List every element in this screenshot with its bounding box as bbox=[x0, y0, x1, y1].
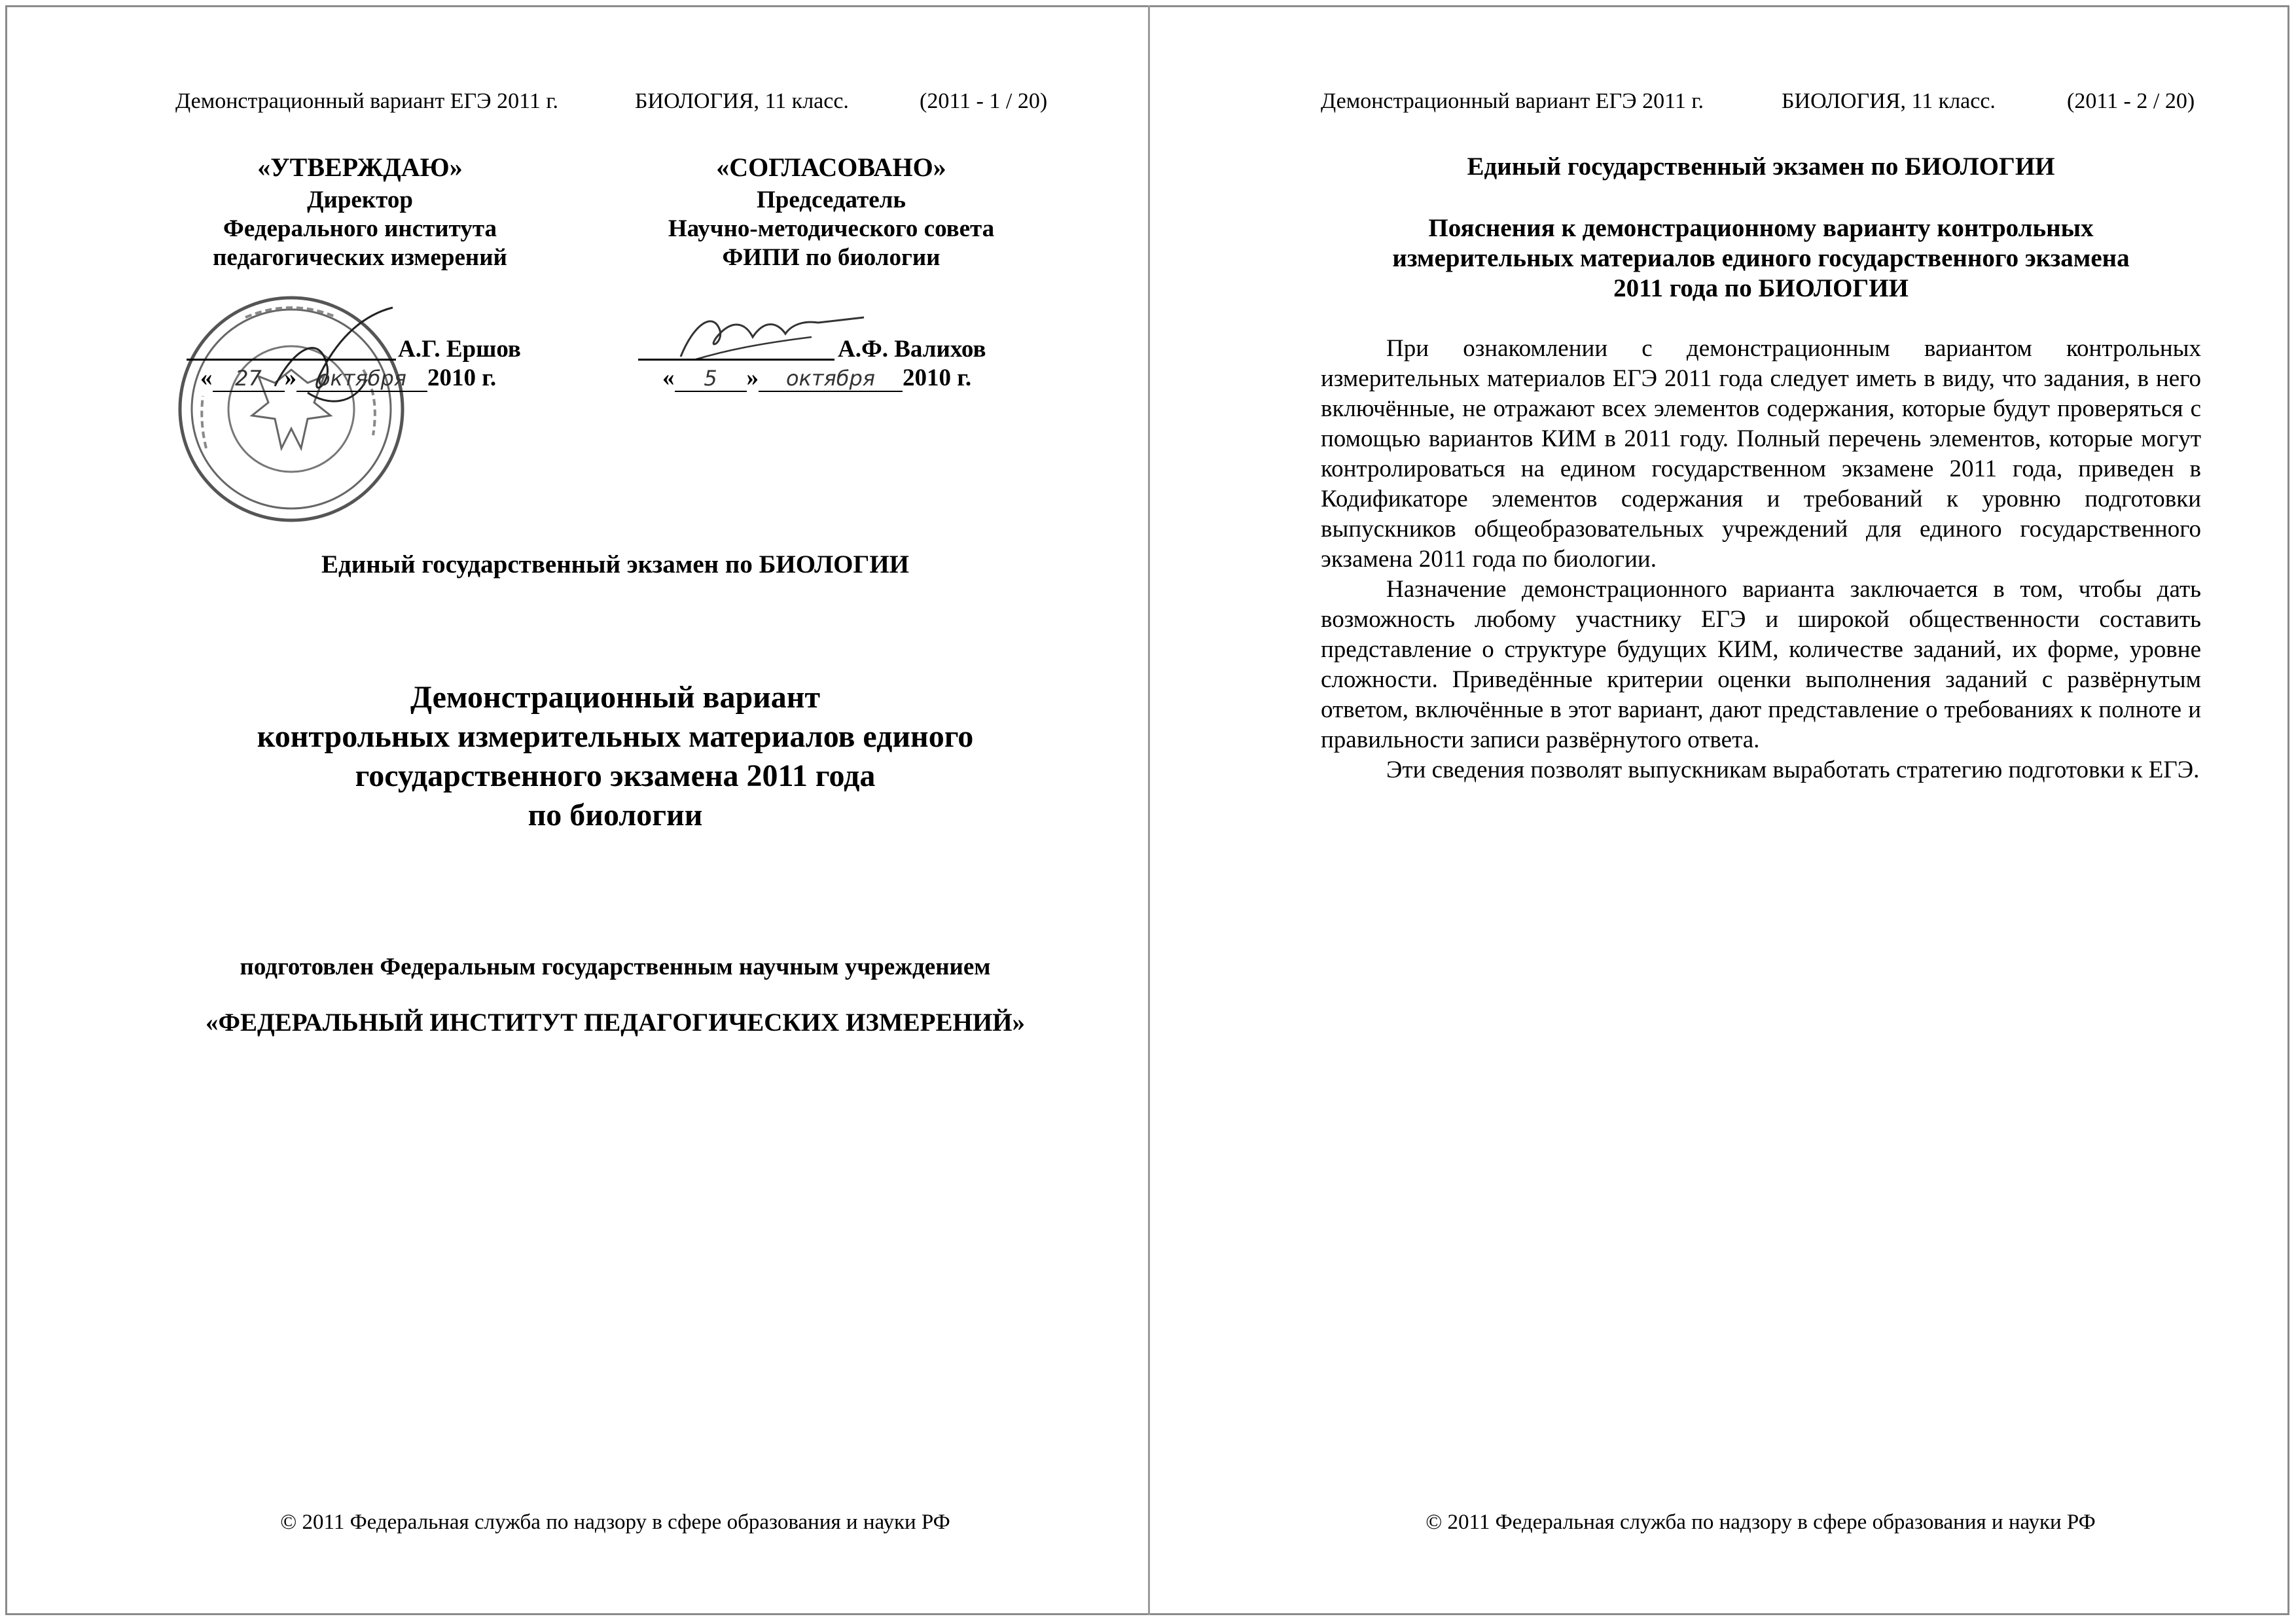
explanation-title-line-1: Пояснения к демонстрационному варианту контрольных bbox=[1428, 214, 2094, 242]
header-subject: БИОЛОГИЯ, 11 класс. bbox=[635, 89, 849, 113]
explanation-title-line-2: измерительных материалов единого государственного экзамена bbox=[1392, 244, 2130, 272]
agree-year: 2010 г. bbox=[903, 365, 972, 391]
approve-signer: А.Г. Ершов bbox=[398, 336, 521, 363]
agree-heading: «СОГЛАСОВАНО» bbox=[716, 152, 946, 182]
approve-year: 2010 г. bbox=[427, 365, 497, 391]
agree-date bbox=[662, 364, 971, 392]
approve-date bbox=[200, 364, 496, 392]
header-subject: БИОЛОГИЯ, 11 класс. bbox=[1782, 89, 1996, 113]
approve-signature-line bbox=[187, 359, 396, 361]
approve-quote-close: » bbox=[284, 365, 296, 391]
paragraph: Назначение демонстрационного варианта заключается в том, чтобы дать возможность любому участнику ЕГЭ и широкой общественности составить представление о структуре будущих КИМ, количестве заданий, их форме, уровне сложности. Приведённые критерии оценки выполнения заданий с развёрнутым ответом, включённые в этот вариант, дают представление о требованиях к полноте и правильности записи развёрнутого ответа. bbox=[1321, 576, 2201, 753]
agree-signature-line bbox=[638, 359, 834, 361]
approve-line-2: Федерального института bbox=[223, 215, 497, 242]
main-title-line-3: государственного экзамена 2011 года bbox=[355, 758, 876, 793]
paragraph: При ознакомлении с демонстрационным вариантом контрольных измерительных материалов ЕГЭ 2011 года следует иметь в виду, что задания, в него включённые, не отражают всех элементов содержания, которые будут проверяться с помощью вариантов КИМ в 2011 году. Полный перечень элементов, которые могут контролироваться на едином государственном экзамене 2011 года, приведен в Кодификаторе элементов содержания и требований к уровню подготовки выпускников общеобразовательных учреждений для единого государственного экзамена 2011 года по биологии. bbox=[1321, 335, 2201, 573]
main-title-line-2: контрольных измерительных материалов единого bbox=[257, 719, 974, 754]
left-footer: © 2011 Федеральная служба по надзору в сфере образования и науки РФ bbox=[280, 1510, 950, 1534]
prepared-by: подготовлен Федеральным государственным научным учреждением bbox=[240, 954, 991, 980]
approve-line-3: педагогических измерений bbox=[213, 244, 507, 271]
approve-line-1: Директор bbox=[307, 187, 413, 213]
agree-line-2: Научно-методического совета bbox=[668, 215, 995, 242]
main-title-line-4: по биологии bbox=[528, 798, 703, 832]
agree-month: октября bbox=[759, 366, 903, 392]
right-footer: © 2011 Федеральная служба по надзору в сфере образования и науки РФ bbox=[1426, 1510, 2096, 1534]
institute-name: «ФЕДЕРАЛЬНЫЙ ИНСТИТУТ ПЕДАГОГИЧЕСКИХ ИЗМЕРЕНИЙ» bbox=[205, 1008, 1026, 1037]
approve-quote-open: « bbox=[200, 365, 213, 391]
agree-quote-close: » bbox=[746, 365, 759, 391]
header-page-number: (2011 - 2 / 20) bbox=[2067, 89, 2195, 113]
exam-title: Единый государственный экзамен по БИОЛОГИИ bbox=[1467, 152, 2055, 181]
approve-heading: «УТВЕРЖДАЮ» bbox=[257, 152, 463, 182]
explanation-title-line-3: 2011 года по БИОЛОГИИ bbox=[1613, 274, 1909, 302]
explanation-body bbox=[1321, 334, 2201, 785]
main-title-line-1: Демонстрационный вариант bbox=[410, 680, 821, 715]
agree-line-3: ФИПИ по биологии bbox=[722, 244, 941, 271]
header-page-number: (2011 - 1 / 20) bbox=[920, 89, 1048, 113]
paragraph: Эти сведения позволят выпускникам выработать стратегию подготовки к ЕГЭ. bbox=[1386, 757, 2200, 783]
agree-day: 5 bbox=[675, 366, 747, 392]
header-doc-name: Демонстрационный вариант ЕГЭ 2011 г. bbox=[175, 89, 558, 113]
page-divider bbox=[1148, 5, 1150, 1615]
agree-line-1: Председатель bbox=[757, 187, 906, 213]
exam-title: Единый государственный экзамен по БИОЛОГИИ bbox=[321, 550, 909, 579]
agree-quote-open: « bbox=[662, 365, 675, 391]
approve-month: октября bbox=[296, 366, 427, 392]
header-doc-name: Демонстрационный вариант ЕГЭ 2011 г. bbox=[1321, 89, 1704, 113]
agree-signer: А.Ф. Валихов bbox=[838, 336, 986, 363]
approve-day: 27 bbox=[213, 366, 285, 392]
